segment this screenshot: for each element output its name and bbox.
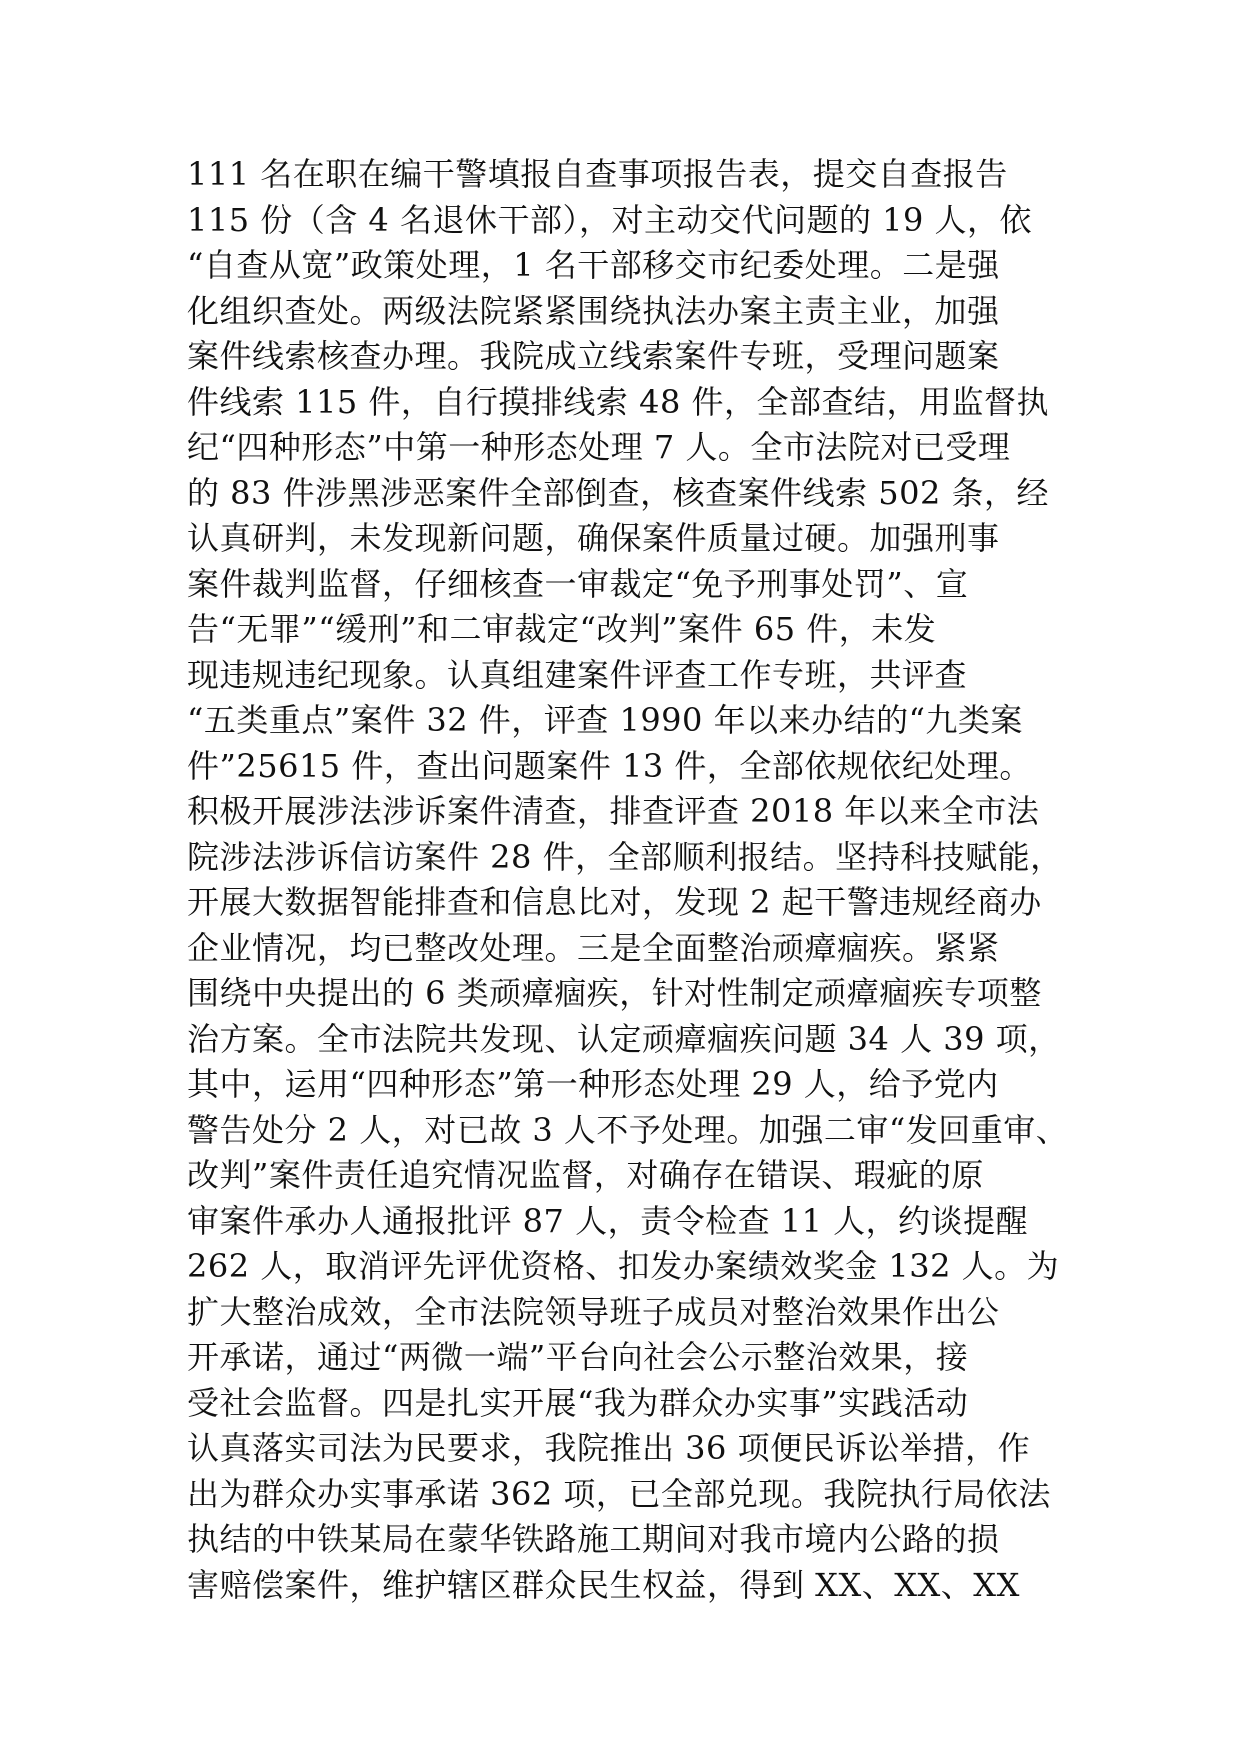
text-line: 执结的中铁某局在蒙华铁路施工期间对我市境内公路的损 xyxy=(187,1520,1000,1558)
text-line: 件线索 115 件，自行摸排线索 48 件，全部查结，用监督执 xyxy=(187,382,1049,421)
text-line: 纪“四种形态”中第一种形态处理 7 人。全市法院对已受理 xyxy=(187,428,1011,466)
text-line: 改判”案件责任追究情况监督，对确存在错误、瑕疵的原 xyxy=(187,1156,984,1194)
text-line: 审案件承办人通报批评 87 人，责令检查 11 人，约谈提醒 xyxy=(187,1201,1029,1240)
text-line: 治方案。全市法院共发现、认定顽瘴痼疾问题 34 人 39 项， xyxy=(187,1019,1061,1058)
text-line: 其中，运用“四种形态”第一种形态处理 29 人，给予党内 xyxy=(187,1065,999,1103)
text-line: “五类重点”案件 32 件，评查 1990 年以来办结的“九类案 xyxy=(187,701,1023,739)
text-line: 案件裁判监督，仔细核查一审裁定“免予刑事处罚”、宣 xyxy=(187,564,969,603)
text-line: 认真研判，未发现新问题，确保案件质量过硬。加强刑事 xyxy=(187,519,1000,557)
text-line: 开承诺，通过“两微一端”平台向社会公示整治效果，接 xyxy=(187,1338,969,1376)
text-line: 警告处分 2 人，对已故 3 人不予处理。加强二审“发回重审、 xyxy=(187,1110,1069,1149)
text-line: 企业情况，均已整改处理。三是全面整治顽瘴痼疾。紧紧 xyxy=(187,928,1000,967)
text-line: 积极开展涉法涉诉案件清查，排查评查 2018 年以来全市法 xyxy=(187,792,1040,830)
text-line: 害赔偿案件，维护辖区群众民生权益，得到 XX、XX、XX xyxy=(187,1565,1020,1604)
text-line: 出为群众办实事承诺 362 项，已全部兑现。我院执行局依法 xyxy=(187,1474,1051,1513)
text-line: 化组织查处。两级法院紧紧围绕执法办案主责主业，加强 xyxy=(187,291,1000,330)
text-line: 告“无罪”“缓刑”和二审裁定“改判”案件 65 件，未发 xyxy=(187,610,937,648)
text-line: “自查从宽”政策处理，1 名干部移交市纪委处理。二是强 xyxy=(187,246,1000,284)
text-line: 件”25615 件，查出问题案件 13 件，全部依规依纪处理。 xyxy=(187,746,1032,785)
body-text xyxy=(187,152,1067,1608)
text-line: 的 83 件涉黑涉恶案件全部倒查，核查案件线索 502 条，经 xyxy=(187,473,1049,512)
text-line: 115 份（含 4 名退休干部），对主动交代问题的 19 人，依 xyxy=(187,200,1033,239)
text-line: 262 人，取消评先评优资格、扣发办案绩效奖金 132 人。为 xyxy=(187,1247,1060,1285)
text-line: 111 名在职在编干警填报自查事项报告表，提交自查报告 xyxy=(187,155,1008,193)
text-line: 院涉法涉诉信访案件 28 件，全部顺利报结。坚持科技赋能， xyxy=(187,837,1063,876)
text-line: 受社会监督。四是扎实开展“我为群众办实事”实践活动 xyxy=(187,1383,969,1422)
text-line: 扩大整治成效，全市法院领导班子成员对整治效果作出公 xyxy=(187,1292,1000,1331)
text-line: 认真落实司法为民要求，我院推出 36 项便民诉讼举措，作 xyxy=(187,1429,1031,1467)
text-line: 开展大数据智能排查和信息比对，发现 2 起干警违规经商办 xyxy=(187,883,1042,921)
text-line: 现违规违纪现象。认真组建案件评查工作专班，共评查 xyxy=(187,655,968,694)
text-line: 围绕中央提出的 6 类顽瘴痼疾，针对性制定顽瘴痼疾专项整 xyxy=(187,974,1042,1012)
text-line: 案件线索核查办理。我院成立线索案件专班，受理问题案 xyxy=(187,337,1000,375)
